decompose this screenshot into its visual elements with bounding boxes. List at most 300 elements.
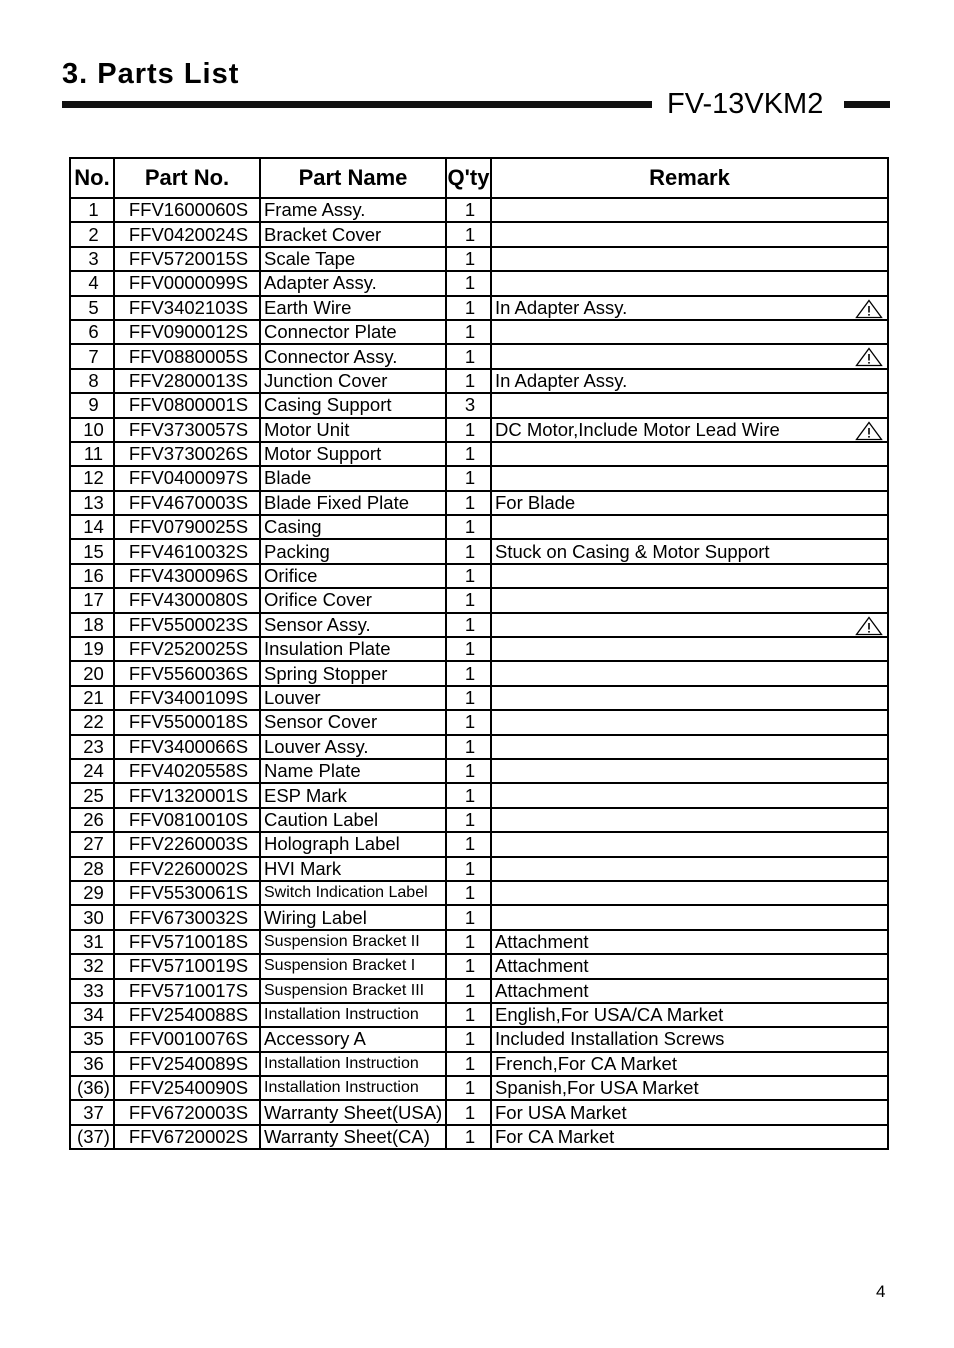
- cell-part-no-text: FFV5500018S: [128, 711, 249, 733]
- cell-remark: [491, 905, 888, 929]
- cell-remark-text: For Blade: [495, 491, 576, 513]
- cell-part-no-text: FFV5530061S: [128, 882, 249, 904]
- cell-part-no-text: FFV4300096S: [128, 565, 249, 587]
- cell-part-no-text: FFV6730032S: [128, 906, 249, 928]
- cell-part-name-text: Louver: [264, 687, 321, 708]
- cell-part-no-text: FFV1320001S: [128, 784, 249, 806]
- table-row: [70, 442, 888, 466]
- cell-part-name-text: Packing: [264, 540, 330, 562]
- cell-part-name-text: Switch Indication Label: [264, 884, 428, 902]
- cell-qty-text: 1: [464, 565, 476, 587]
- cell-qty-text: 1: [464, 833, 476, 855]
- cell-no: [70, 247, 114, 271]
- cell-no: [70, 466, 114, 490]
- cell-remark: [491, 466, 888, 490]
- cell-no-text: 15: [83, 540, 104, 562]
- cell-part-name: [260, 393, 446, 417]
- cell-qty-text: 1: [464, 760, 476, 782]
- cell-part-name-text: Suspension Bracket III: [264, 981, 425, 999]
- cell-part-name: [260, 1125, 446, 1149]
- cell-no-text: 33: [83, 979, 104, 1001]
- cell-remark: [491, 515, 888, 539]
- cell-part-name: [260, 515, 446, 539]
- page-number: 4: [876, 1282, 886, 1301]
- table-row: [70, 418, 888, 442]
- table-row: [70, 613, 888, 637]
- table-row: [70, 344, 888, 368]
- cell-part-no-text: FFV5500023S: [128, 613, 249, 635]
- cell-part-no: [114, 247, 260, 271]
- cell-qty-text: 1: [464, 443, 476, 465]
- cell-part-no: [114, 710, 260, 734]
- cell-part-name: [260, 637, 446, 661]
- cell-remark: [491, 344, 888, 368]
- cell-remark-text: For USA Market: [495, 1101, 627, 1123]
- cell-qty-text: 1: [464, 882, 476, 904]
- cell-remark: [491, 442, 888, 466]
- cell-no: [70, 1027, 114, 1051]
- table-row: [70, 637, 888, 661]
- cell-part-no-text: FFV0420024S: [128, 223, 249, 245]
- cell-part-name: [260, 320, 446, 344]
- cell-part-no-text: FFV3402103S: [128, 296, 249, 318]
- cell-no: [70, 344, 114, 368]
- column-header-no: No.: [70, 158, 114, 198]
- cell-no: [70, 857, 114, 881]
- cell-part-no-text: FFV2520025S: [128, 638, 249, 660]
- cell-part-name: [260, 710, 446, 734]
- cell-part-no-text: FFV5710017S: [128, 979, 249, 1001]
- cell-no-text: (36): [77, 1077, 110, 1099]
- cell-part-name-text: Spring Stopper: [264, 662, 388, 684]
- cell-part-no: [114, 442, 260, 466]
- cell-qty: [446, 637, 491, 661]
- cell-part-no-text: FFV0400097S: [128, 467, 249, 489]
- cell-part-name: [260, 1100, 446, 1124]
- cell-remark: [491, 710, 888, 734]
- cell-part-name-text: Accessory A: [264, 1028, 366, 1050]
- cell-qty: [446, 1100, 491, 1124]
- table-row: [70, 881, 888, 905]
- cell-no: [70, 1003, 114, 1027]
- cell-qty: [446, 1027, 491, 1051]
- cell-remark: [491, 1003, 888, 1027]
- cell-qty-text: 1: [464, 1052, 476, 1074]
- cell-no: [70, 759, 114, 783]
- table-row: [70, 588, 888, 612]
- cell-no: [70, 954, 114, 978]
- cell-part-no: [114, 930, 260, 954]
- cell-qty-text: 1: [464, 1077, 476, 1099]
- cell-remark-text: English,For USA/CA Market: [495, 1004, 724, 1026]
- cell-no-text: 8: [88, 369, 99, 391]
- cell-remark: [491, 418, 888, 442]
- column-header-qty: Q'ty: [446, 158, 491, 198]
- cell-no: [70, 1052, 114, 1076]
- cell-qty-text: 1: [464, 272, 476, 294]
- table-row: [70, 954, 888, 978]
- table-row: [70, 832, 888, 856]
- cell-part-name-text: Orifice Cover: [264, 589, 372, 611]
- cell-remark: [491, 808, 888, 832]
- cell-part-no: [114, 637, 260, 661]
- cell-no-text: 25: [83, 784, 104, 806]
- parts-table: [69, 157, 889, 1150]
- cell-part-no: [114, 564, 260, 588]
- cell-qty-text: 1: [464, 735, 476, 757]
- cell-part-no: [114, 857, 260, 881]
- cell-no: [70, 369, 114, 393]
- cell-no-text: 10: [83, 418, 104, 440]
- table-row: [70, 466, 888, 490]
- cell-no: [70, 539, 114, 563]
- cell-remark: [491, 1027, 888, 1051]
- cell-part-name: [260, 539, 446, 563]
- cell-part-no: [114, 954, 260, 978]
- cell-remark: [491, 1052, 888, 1076]
- cell-qty: [446, 539, 491, 563]
- cell-part-no-text: FFV5720015S: [128, 247, 249, 269]
- cell-part-name-text: Warranty Sheet(CA): [264, 1126, 430, 1148]
- cell-part-no-text: FFV0800001S: [128, 394, 249, 416]
- column-header-part-name: Part Name: [260, 158, 446, 198]
- cell-part-no-text: FFV2260003S: [128, 833, 249, 855]
- cell-part-no-text: FFV0900012S: [128, 321, 249, 343]
- cell-no: [70, 905, 114, 929]
- cell-part-no: [114, 881, 260, 905]
- cell-part-name-text: Adapter Assy.: [264, 272, 377, 294]
- cell-part-name-text: Name Plate: [264, 760, 361, 782]
- cell-qty-text: 1: [464, 516, 476, 538]
- cell-no-text: 35: [83, 1028, 104, 1050]
- cell-no: [70, 613, 114, 637]
- cell-part-no: [114, 905, 260, 929]
- cell-qty: [446, 222, 491, 246]
- cell-part-name: [260, 247, 446, 271]
- table-row: [70, 930, 888, 954]
- table-row: [70, 857, 888, 881]
- cell-part-name: [260, 832, 446, 856]
- cell-no: [70, 1125, 114, 1149]
- cell-qty: [446, 369, 491, 393]
- table-header-row: [70, 158, 888, 198]
- cell-no-text: 22: [83, 711, 104, 733]
- cell-no-text: (37): [77, 1126, 110, 1148]
- cell-no-text: 4: [88, 272, 99, 294]
- cell-part-no: [114, 369, 260, 393]
- cell-qty-text: 1: [464, 638, 476, 660]
- cell-remark: [491, 393, 888, 417]
- cell-part-name: [260, 588, 446, 612]
- cell-no: [70, 564, 114, 588]
- cell-qty-text: 1: [464, 687, 476, 708]
- cell-qty-text: 3: [464, 394, 476, 416]
- cell-qty-text: 1: [464, 808, 476, 830]
- cell-remark: [491, 832, 888, 856]
- cell-qty-text: 1: [464, 247, 476, 269]
- cell-qty: [446, 979, 491, 1003]
- cell-part-name-text: Junction Cover: [264, 369, 388, 391]
- cell-qty-text: 1: [464, 955, 476, 977]
- cell-part-no: [114, 271, 260, 295]
- cell-part-name-text: Sensor Assy.: [264, 613, 371, 635]
- cell-part-no: [114, 344, 260, 368]
- cell-qty: [446, 613, 491, 637]
- cell-no: [70, 783, 114, 807]
- cell-part-no: [114, 296, 260, 320]
- cell-remark-text: French,For CA Market: [495, 1052, 677, 1074]
- cell-part-name: [260, 442, 446, 466]
- cell-no: [70, 735, 114, 759]
- cell-qty: [446, 442, 491, 466]
- cell-no: [70, 588, 114, 612]
- cell-qty: [446, 271, 491, 295]
- table-row: [70, 661, 888, 685]
- cell-qty: [446, 783, 491, 807]
- cell-part-name-text: Blade Fixed Plate: [264, 491, 410, 513]
- cell-no: [70, 198, 114, 222]
- cell-remark: [491, 735, 888, 759]
- cell-qty: [446, 905, 491, 929]
- header-rule-left: [62, 101, 652, 108]
- header-rule-right: [844, 101, 890, 108]
- cell-no-text: 17: [83, 589, 104, 611]
- cell-qty: [446, 515, 491, 539]
- cell-qty: [446, 466, 491, 490]
- table-row: [70, 905, 888, 929]
- cell-no-text: 3: [88, 247, 99, 269]
- cell-part-name: [260, 344, 446, 368]
- cell-qty: [446, 588, 491, 612]
- cell-no-text: 16: [83, 565, 104, 587]
- cell-part-name: [260, 905, 446, 929]
- cell-part-name-text: Orifice: [264, 565, 318, 587]
- cell-part-name-text: Casing Support: [264, 394, 392, 416]
- table-row: [70, 491, 888, 515]
- cell-no-text: 28: [83, 857, 104, 879]
- cell-qty: [446, 344, 491, 368]
- cell-part-no-text: FFV1600060S: [128, 199, 249, 221]
- cell-qty-text: 1: [464, 418, 476, 440]
- cell-remark: [491, 857, 888, 881]
- cell-no-text: 12: [83, 467, 104, 489]
- cell-no-text: 37: [83, 1101, 104, 1123]
- cell-no: [70, 710, 114, 734]
- cell-part-no: [114, 1027, 260, 1051]
- cell-part-no: [114, 320, 260, 344]
- cell-no: [70, 491, 114, 515]
- cell-part-no-text: FFV2540089S: [128, 1052, 249, 1074]
- cell-qty: [446, 491, 491, 515]
- cell-no: [70, 979, 114, 1003]
- cell-part-name-text: Louver Assy.: [264, 735, 369, 757]
- cell-no: [70, 442, 114, 466]
- cell-part-name-text: Holograph Label: [264, 833, 400, 855]
- table-row: [70, 759, 888, 783]
- cell-part-no: [114, 1125, 260, 1149]
- cell-qty: [446, 1125, 491, 1149]
- cell-part-no: [114, 418, 260, 442]
- cell-remark: [491, 637, 888, 661]
- warning-triangle-icon: [855, 299, 883, 319]
- cell-remark: [491, 1125, 888, 1149]
- cell-no-text: 5: [88, 296, 99, 318]
- cell-remark-text: Spanish,For USA Market: [495, 1077, 699, 1099]
- cell-remark: [491, 1100, 888, 1124]
- cell-part-no: [114, 759, 260, 783]
- cell-remark: [491, 686, 888, 710]
- cell-no: [70, 1100, 114, 1124]
- cell-no: [70, 637, 114, 661]
- cell-part-name: [260, 808, 446, 832]
- cell-no-text: 32: [83, 955, 104, 977]
- model-number: FV-13VKM2: [667, 88, 824, 120]
- cell-part-name-text: HVI Mark: [264, 857, 342, 879]
- cell-no: [70, 1076, 114, 1100]
- cell-no: [70, 686, 114, 710]
- cell-part-no: [114, 1003, 260, 1027]
- cell-qty: [446, 1003, 491, 1027]
- cell-qty: [446, 1076, 491, 1100]
- cell-part-name-text: Motor Unit: [264, 418, 350, 440]
- table-row: [70, 564, 888, 588]
- cell-part-no-text: FFV3730026S: [128, 443, 249, 465]
- cell-qty-text: 1: [464, 1028, 476, 1050]
- cell-part-no: [114, 979, 260, 1003]
- cell-part-name: [260, 369, 446, 393]
- table-row: [70, 808, 888, 832]
- cell-part-no: [114, 808, 260, 832]
- table-row: [70, 710, 888, 734]
- cell-part-name-text: Caution Label: [264, 808, 379, 830]
- table-row: [70, 783, 888, 807]
- cell-remark: [491, 369, 888, 393]
- cell-remark: [491, 539, 888, 563]
- cell-remark-text: In Adapter Assy.: [495, 296, 628, 318]
- cell-qty: [446, 857, 491, 881]
- cell-part-no-text: FFV2800013S: [128, 369, 249, 391]
- table-row: [70, 979, 888, 1003]
- cell-no-text: 30: [83, 906, 104, 928]
- cell-qty-text: 1: [464, 906, 476, 928]
- cell-qty: [446, 564, 491, 588]
- cell-part-name-text: Wiring Label: [264, 906, 367, 928]
- cell-part-no: [114, 1052, 260, 1076]
- cell-remark-text: Attachment: [495, 930, 589, 952]
- cell-part-name-text: Installation Instruction: [264, 1006, 419, 1024]
- cell-no-text: 36: [83, 1052, 104, 1074]
- cell-remark: [491, 320, 888, 344]
- cell-remark: [491, 930, 888, 954]
- cell-part-name: [260, 661, 446, 685]
- cell-remark-text: In Adapter Assy.: [495, 369, 628, 391]
- cell-part-no-text: FFV3730057S: [128, 418, 249, 440]
- table-row: [70, 296, 888, 320]
- cell-no-text: 21: [83, 687, 104, 708]
- cell-remark: [491, 613, 888, 637]
- cell-part-name: [260, 954, 446, 978]
- cell-qty-text: 1: [464, 223, 476, 245]
- cell-qty-text: 1: [464, 711, 476, 733]
- cell-no: [70, 881, 114, 905]
- cell-part-no-text: FFV0000099S: [128, 272, 249, 294]
- table-row: [70, 686, 888, 710]
- cell-part-name-text: Frame Assy.: [264, 199, 366, 221]
- cell-no: [70, 515, 114, 539]
- cell-remark: [491, 222, 888, 246]
- cell-part-name-text: Connector Plate: [264, 321, 397, 343]
- cell-part-no: [114, 539, 260, 563]
- table-row: [70, 1027, 888, 1051]
- cell-no-text: 7: [88, 345, 99, 367]
- cell-part-name-text: Bracket Cover: [264, 223, 382, 245]
- cell-no-text: 24: [83, 760, 104, 782]
- cell-qty: [446, 418, 491, 442]
- cell-qty: [446, 881, 491, 905]
- cell-part-name: [260, 857, 446, 881]
- cell-part-no: [114, 491, 260, 515]
- cell-part-no: [114, 466, 260, 490]
- cell-remark-text: For CA Market: [495, 1126, 615, 1148]
- cell-part-no-text: FFV2540088S: [128, 1004, 249, 1026]
- cell-part-no: [114, 1100, 260, 1124]
- cell-part-no: [114, 515, 260, 539]
- cell-remark: [491, 954, 888, 978]
- cell-part-no: [114, 686, 260, 710]
- cell-part-no-text: FFV4610032S: [128, 540, 249, 562]
- cell-qty-text: 1: [464, 589, 476, 611]
- cell-remark-text: DC Motor,Include Motor Lead Wire: [495, 418, 780, 440]
- cell-part-no: [114, 661, 260, 685]
- cell-part-name-text: Scale Tape: [264, 247, 356, 269]
- table-row: [70, 1003, 888, 1027]
- cell-part-name-text: Suspension Bracket II: [264, 932, 420, 950]
- table-row: [70, 735, 888, 759]
- cell-remark: [491, 247, 888, 271]
- table-row: [70, 1076, 888, 1100]
- cell-no-text: 13: [83, 491, 104, 513]
- column-header-part-no: Part No.: [114, 158, 260, 198]
- cell-qty: [446, 930, 491, 954]
- cell-part-no-text: FFV3400109S: [128, 687, 249, 708]
- cell-part-name: [260, 418, 446, 442]
- cell-qty-text: 1: [464, 1126, 476, 1148]
- cell-part-no-text: FFV5560036S: [128, 662, 249, 684]
- table-row: [70, 1100, 888, 1124]
- cell-no-text: 34: [83, 1004, 104, 1026]
- cell-no-text: 19: [83, 638, 104, 660]
- cell-part-no-text: FFV5710018S: [128, 930, 249, 952]
- cell-no-text: 1: [88, 199, 99, 221]
- cell-qty-text: 1: [464, 540, 476, 562]
- cell-part-no: [114, 198, 260, 222]
- cell-qty-text: 1: [464, 662, 476, 684]
- cell-part-no-text: FFV2540090S: [128, 1077, 249, 1099]
- cell-qty-text: 1: [464, 321, 476, 343]
- table-row: [70, 1052, 888, 1076]
- cell-part-name: [260, 296, 446, 320]
- cell-part-name-text: Connector Assy.: [264, 345, 398, 367]
- cell-qty-text: 1: [464, 1101, 476, 1123]
- cell-no-text: 27: [83, 833, 104, 855]
- table-row: [70, 271, 888, 295]
- cell-qty-text: 1: [464, 491, 476, 513]
- cell-qty: [446, 735, 491, 759]
- cell-part-name: [260, 1076, 446, 1100]
- cell-part-no: [114, 832, 260, 856]
- cell-qty-text: 1: [464, 1004, 476, 1026]
- cell-remark-text: Attachment: [495, 955, 589, 977]
